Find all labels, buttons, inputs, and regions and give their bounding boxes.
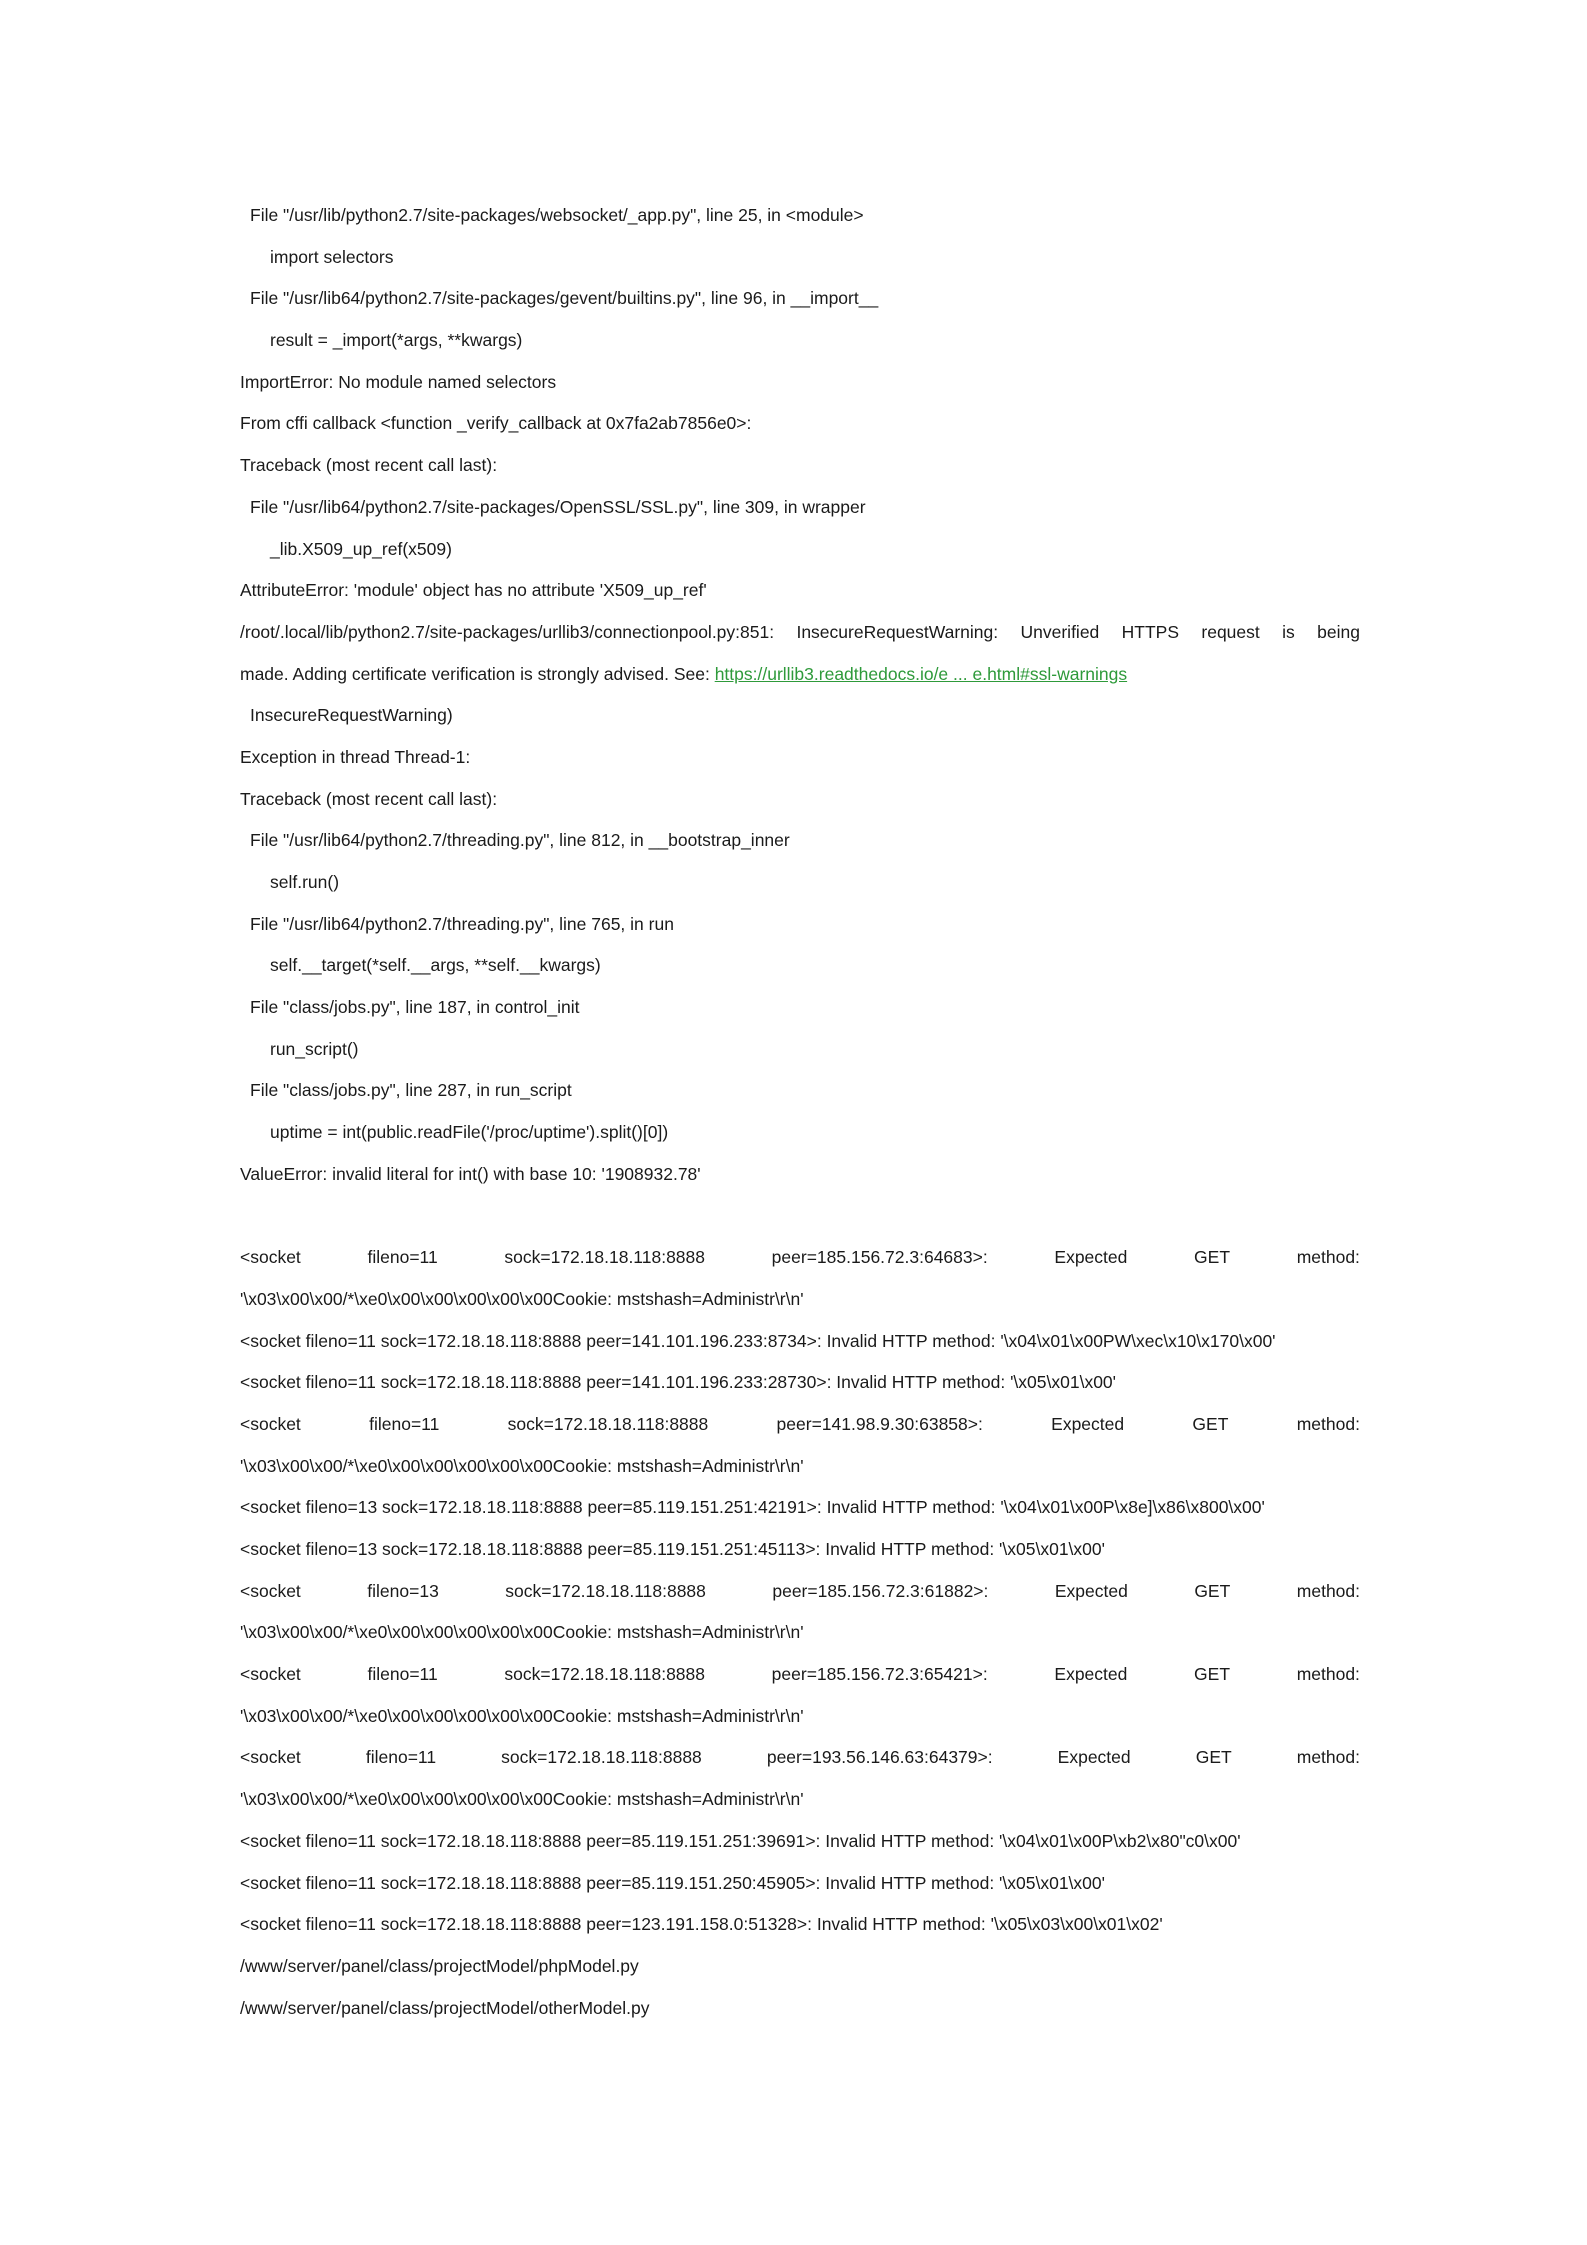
socket-word: fileno=11	[367, 1664, 438, 1685]
socket-log-line	[240, 1237, 1360, 1279]
traceback-header: Traceback (most recent call last):	[240, 455, 498, 476]
socket-log-line	[240, 1404, 1360, 1446]
socket-word: GET	[1192, 1413, 1229, 1434]
socket-word: sock=172.18.18.118:8888	[504, 1247, 705, 1268]
traceback-line: File "/usr/lib/python2.7/site-packages/websocket/_app.py", line 25, in <module>	[250, 205, 864, 225]
socket-word: sock=172.18.18.118:8888	[504, 1664, 705, 1685]
socket-word: fileno=11	[365, 1747, 437, 1768]
error-line: ValueError: invalid literal for int() with base 10: '1908932.78'	[240, 1163, 701, 1184]
socket-word: GET	[1195, 1747, 1232, 1768]
warning-line: InsecureRequestWarning)	[250, 705, 453, 726]
traceback-code-line: import selectors	[270, 246, 394, 267]
socket-log-line	[240, 1737, 1360, 1779]
log-line: From cffi callback <function _verify_callback at 0x7fa2ab7856e0>:	[240, 413, 752, 434]
traceback-code-line: self.run()	[270, 872, 340, 892]
socket-log-line: <socket fileno=13 sock=172.18.18.118:8888 peer=85.119.151.251:42191>: Invalid HTTP method: '\x04\x01\x00P\x8e]\x86\x800\x00'	[240, 1497, 1265, 1518]
socket-log-line	[240, 1654, 1360, 1696]
socket-word: fileno=13	[367, 1580, 439, 1601]
warning-word: /root/.local/lib/python2.7/site-packages/urllib3/connectionpool.py:851:	[240, 621, 775, 642]
socket-log-line: <socket fileno=11 sock=172.18.18.118:8888 peer=85.119.151.251:39691>: Invalid HTTP method: '\x04\x01\x00P\xb2\x80"c0\x00'	[240, 1830, 1241, 1851]
warning-word: HTTPS	[1121, 621, 1180, 642]
socket-word: sock=172.18.18.118:8888	[507, 1413, 709, 1434]
socket-word: fileno=11	[367, 1247, 438, 1268]
socket-word: peer=185.156.72.3:65421>:	[771, 1664, 988, 1685]
traceback-line: File "class/jobs.py", line 187, in control_init	[250, 997, 580, 1018]
socket-word: peer=141.98.9.30:63858>:	[776, 1413, 983, 1434]
socket-word: <socket	[240, 1747, 301, 1768]
socket-word: Expected	[1051, 1413, 1125, 1434]
socket-word: GET	[1194, 1247, 1231, 1268]
socket-word: method:	[1296, 1580, 1360, 1601]
error-line: ImportError: No module named selectors	[240, 371, 557, 392]
traceback-header: Traceback (most recent call last):	[240, 788, 498, 809]
socket-word: method:	[1296, 1747, 1360, 1768]
warning-word: is	[1282, 621, 1295, 642]
warning-text: made. Adding certificate verification is strongly advised. See:	[240, 663, 715, 684]
traceback-code-line: run_script()	[270, 1038, 359, 1059]
socket-word: sock=172.18.18.118:8888	[501, 1747, 702, 1768]
traceback-line: File "/usr/lib64/python2.7/threading.py", line 812, in __bootstrap_inner	[250, 830, 790, 851]
warning-word: Unverified	[1020, 621, 1100, 642]
traceback-line: File "class/jobs.py", line 287, in run_script	[250, 1080, 572, 1101]
socket-word: <socket	[240, 1413, 301, 1434]
file-path-line: /www/server/panel/class/projectModel/phpModel.py	[240, 1955, 639, 1976]
socket-log-line: <socket fileno=11 sock=172.18.18.118:8888 peer=141.101.196.233:28730>: Invalid HTTP method: '\x05\x01\x00'	[240, 1372, 1116, 1393]
traceback-line: File "/usr/lib64/python2.7/site-packages/OpenSSL/SSL.py", line 309, in wrapper	[250, 496, 866, 517]
traceback-code-line: self.__target(*self.__args, **self.__kwargs)	[270, 955, 601, 976]
socket-word: peer=185.156.72.3:61882>:	[772, 1580, 989, 1601]
socket-word: <socket	[240, 1247, 301, 1268]
log-line: Exception in thread Thread-1:	[240, 746, 471, 767]
traceback-code-line: result = _import(*args, **kwargs)	[270, 330, 523, 351]
warning-word: InsecureRequestWarning:	[796, 621, 999, 642]
socket-word: GET	[1194, 1664, 1231, 1685]
warning-line	[240, 654, 1360, 696]
socket-word: fileno=11	[369, 1413, 440, 1434]
socket-word: <socket	[240, 1664, 301, 1685]
socket-word: peer=193.56.146.63:64379>:	[766, 1747, 993, 1768]
socket-word: Expected	[1057, 1747, 1131, 1768]
warning-word: request	[1201, 621, 1260, 642]
traceback-line: File "/usr/lib64/python2.7/site-packages/gevent/builtins.py", line 96, in __import__	[250, 288, 879, 309]
socket-word: GET	[1194, 1580, 1231, 1601]
socket-log-line	[240, 1571, 1360, 1613]
socket-word: Expected	[1054, 1664, 1128, 1685]
socket-word: sock=172.18.18.118:8888	[505, 1580, 706, 1601]
socket-word: <socket	[240, 1580, 301, 1601]
socket-log-line: '\x03\x00\x00/*\xe0\x00\x00\x00\x00\x00Cookie: mstshash=Administr\r\n'	[240, 1455, 804, 1476]
socket-log-line: <socket fileno=11 sock=172.18.18.118:8888 peer=141.101.196.233:8734>: Invalid HTTP method: '\x04\x01\x00PW\xec\x10\x170\x00'	[240, 1330, 1276, 1351]
file-path-line: /www/server/panel/class/projectModel/otherModel.py	[240, 1997, 650, 2018]
socket-word: method:	[1296, 1413, 1360, 1434]
traceback-line: File "/usr/lib64/python2.7/threading.py", line 765, in run	[250, 913, 674, 934]
socket-log-line: <socket fileno=13 sock=172.18.18.118:8888 peer=85.119.151.251:45113>: Invalid HTTP method: '\x05\x01\x00'	[240, 1539, 1105, 1559]
traceback-code-line: uptime = int(public.readFile('/proc/uptime').split()[0])	[270, 1122, 669, 1143]
socket-log-line: '\x03\x00\x00/*\xe0\x00\x00\x00\x00\x00Cookie: mstshash=Administr\r\n'	[240, 1789, 804, 1810]
ssl-warnings-link[interactable]: https://urllib3.readthedocs.io/e ... e.html#ssl-warnings	[714, 663, 1128, 684]
traceback-code-line: _lib.X509_up_ref(x509)	[270, 538, 452, 559]
socket-word: Expected	[1054, 1580, 1128, 1601]
error-line: AttributeError: 'module' object has no attribute 'X509_up_ref'	[240, 580, 707, 601]
warning-line	[240, 612, 1360, 654]
socket-word: method:	[1296, 1247, 1360, 1268]
socket-word: method:	[1296, 1664, 1360, 1685]
socket-log-line: <socket fileno=11 sock=172.18.18.118:8888 peer=123.191.158.0:51328>: Invalid HTTP method: '\x05\x03\x00\x01\x02'	[240, 1914, 1163, 1935]
socket-word: Expected	[1054, 1247, 1128, 1268]
warning-word: being	[1317, 621, 1360, 642]
document-page	[240, 195, 1360, 2029]
socket-log-line: '\x03\x00\x00/*\xe0\x00\x00\x00\x00\x00Cookie: mstshash=Administr\r\n'	[240, 1622, 804, 1643]
socket-log-line: <socket fileno=11 sock=172.18.18.118:8888 peer=85.119.151.250:45905>: Invalid HTTP method: '\x05\x01\x00'	[240, 1872, 1105, 1893]
socket-log-line: '\x03\x00\x00/*\xe0\x00\x00\x00\x00\x00Cookie: mstshash=Administr\r\n'	[240, 1705, 804, 1726]
socket-log-line: '\x03\x00\x00/*\xe0\x00\x00\x00\x00\x00Cookie: mstshash=Administr\r\n'	[240, 1288, 804, 1309]
blank-line	[240, 1196, 1360, 1238]
socket-word: peer=185.156.72.3:64683>:	[771, 1247, 988, 1268]
